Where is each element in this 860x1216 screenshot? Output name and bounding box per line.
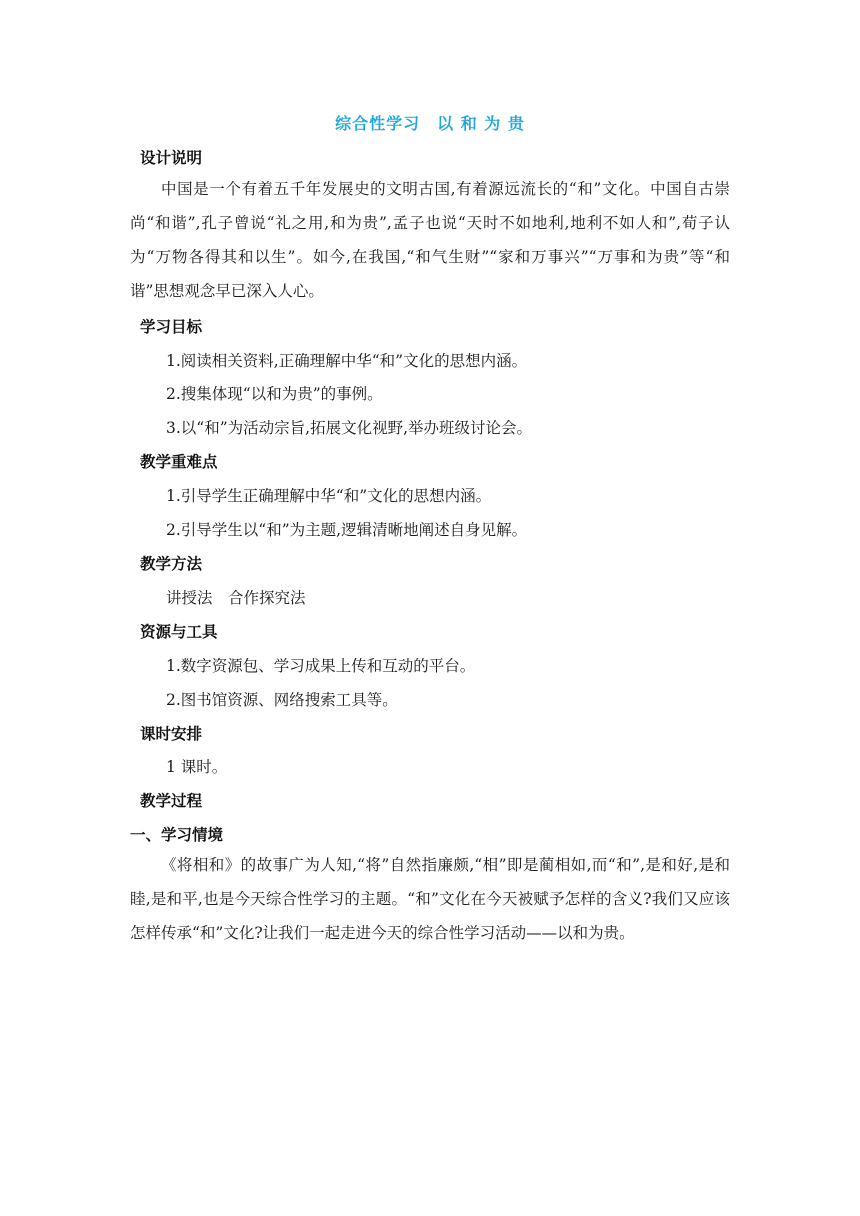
- design-heading: 设计说明: [140, 149, 203, 167]
- key-points-heading: 教学重难点: [140, 453, 218, 471]
- design-paragraph: 中国是一个有着五千年发展史的文明古国,有着源远流长的“和”文化。中国自古崇尚“和谐”,孔子曾说“礼之用,和为贵”,孟子也说“天时不如地利,地利不如人和”,荀子认为“万物各得其和以生”。如今,在我国,“和气生财”“家和万事兴”“万事和为贵”等“和谐”思想观念早已深入人心。: [130, 180, 730, 300]
- page-title: 综合性学习 以 和 为 贵: [335, 114, 525, 133]
- process-sub-heading: 一、学习情境: [130, 826, 224, 844]
- methods-heading: 教学方法: [140, 555, 203, 573]
- process-heading: 教学过程: [140, 792, 203, 810]
- schedule-heading: 课时安排: [140, 725, 203, 743]
- resource-item: 2.图书馆资源、网络搜索工具等。: [166, 691, 398, 709]
- goals-heading: 学习目标: [140, 318, 203, 336]
- resources-heading: 资源与工具: [140, 623, 218, 641]
- methods-text: 讲授法 合作探究法: [166, 589, 306, 607]
- key-point-item: 2.引导学生以“和”为主题,逻辑清晰地阐述自身见解。: [166, 521, 528, 539]
- schedule-text: 1 课时。: [166, 758, 228, 776]
- resource-item: 1.数字资源包、学习成果上传和互动的平台。: [166, 657, 476, 675]
- process-paragraph: 《将相和》的故事广为人知,“将”自然指廉颇,“相”即是蔺相如,而“和”,是和好,是和睦,是和平,也是今天综合性学习的主题。“和”文化在今天被赋予怎样的含义?我们又应该怎样传承“和”文化?让我们一起走进今天的综合性学习活动——以和为贵。: [130, 856, 730, 942]
- goal-item: 3.以“和”为活动宗旨,拓展文化视野,举办班级讨论会。: [166, 419, 532, 437]
- goal-item: 2.搜集体现“以和为贵”的事例。: [166, 385, 383, 403]
- goal-item: 1.阅读相关资料,正确理解中华“和”文化的思想内涵。: [166, 352, 528, 370]
- key-point-item: 1.引导学生正确理解中华“和”文化的思想内涵。: [166, 487, 492, 505]
